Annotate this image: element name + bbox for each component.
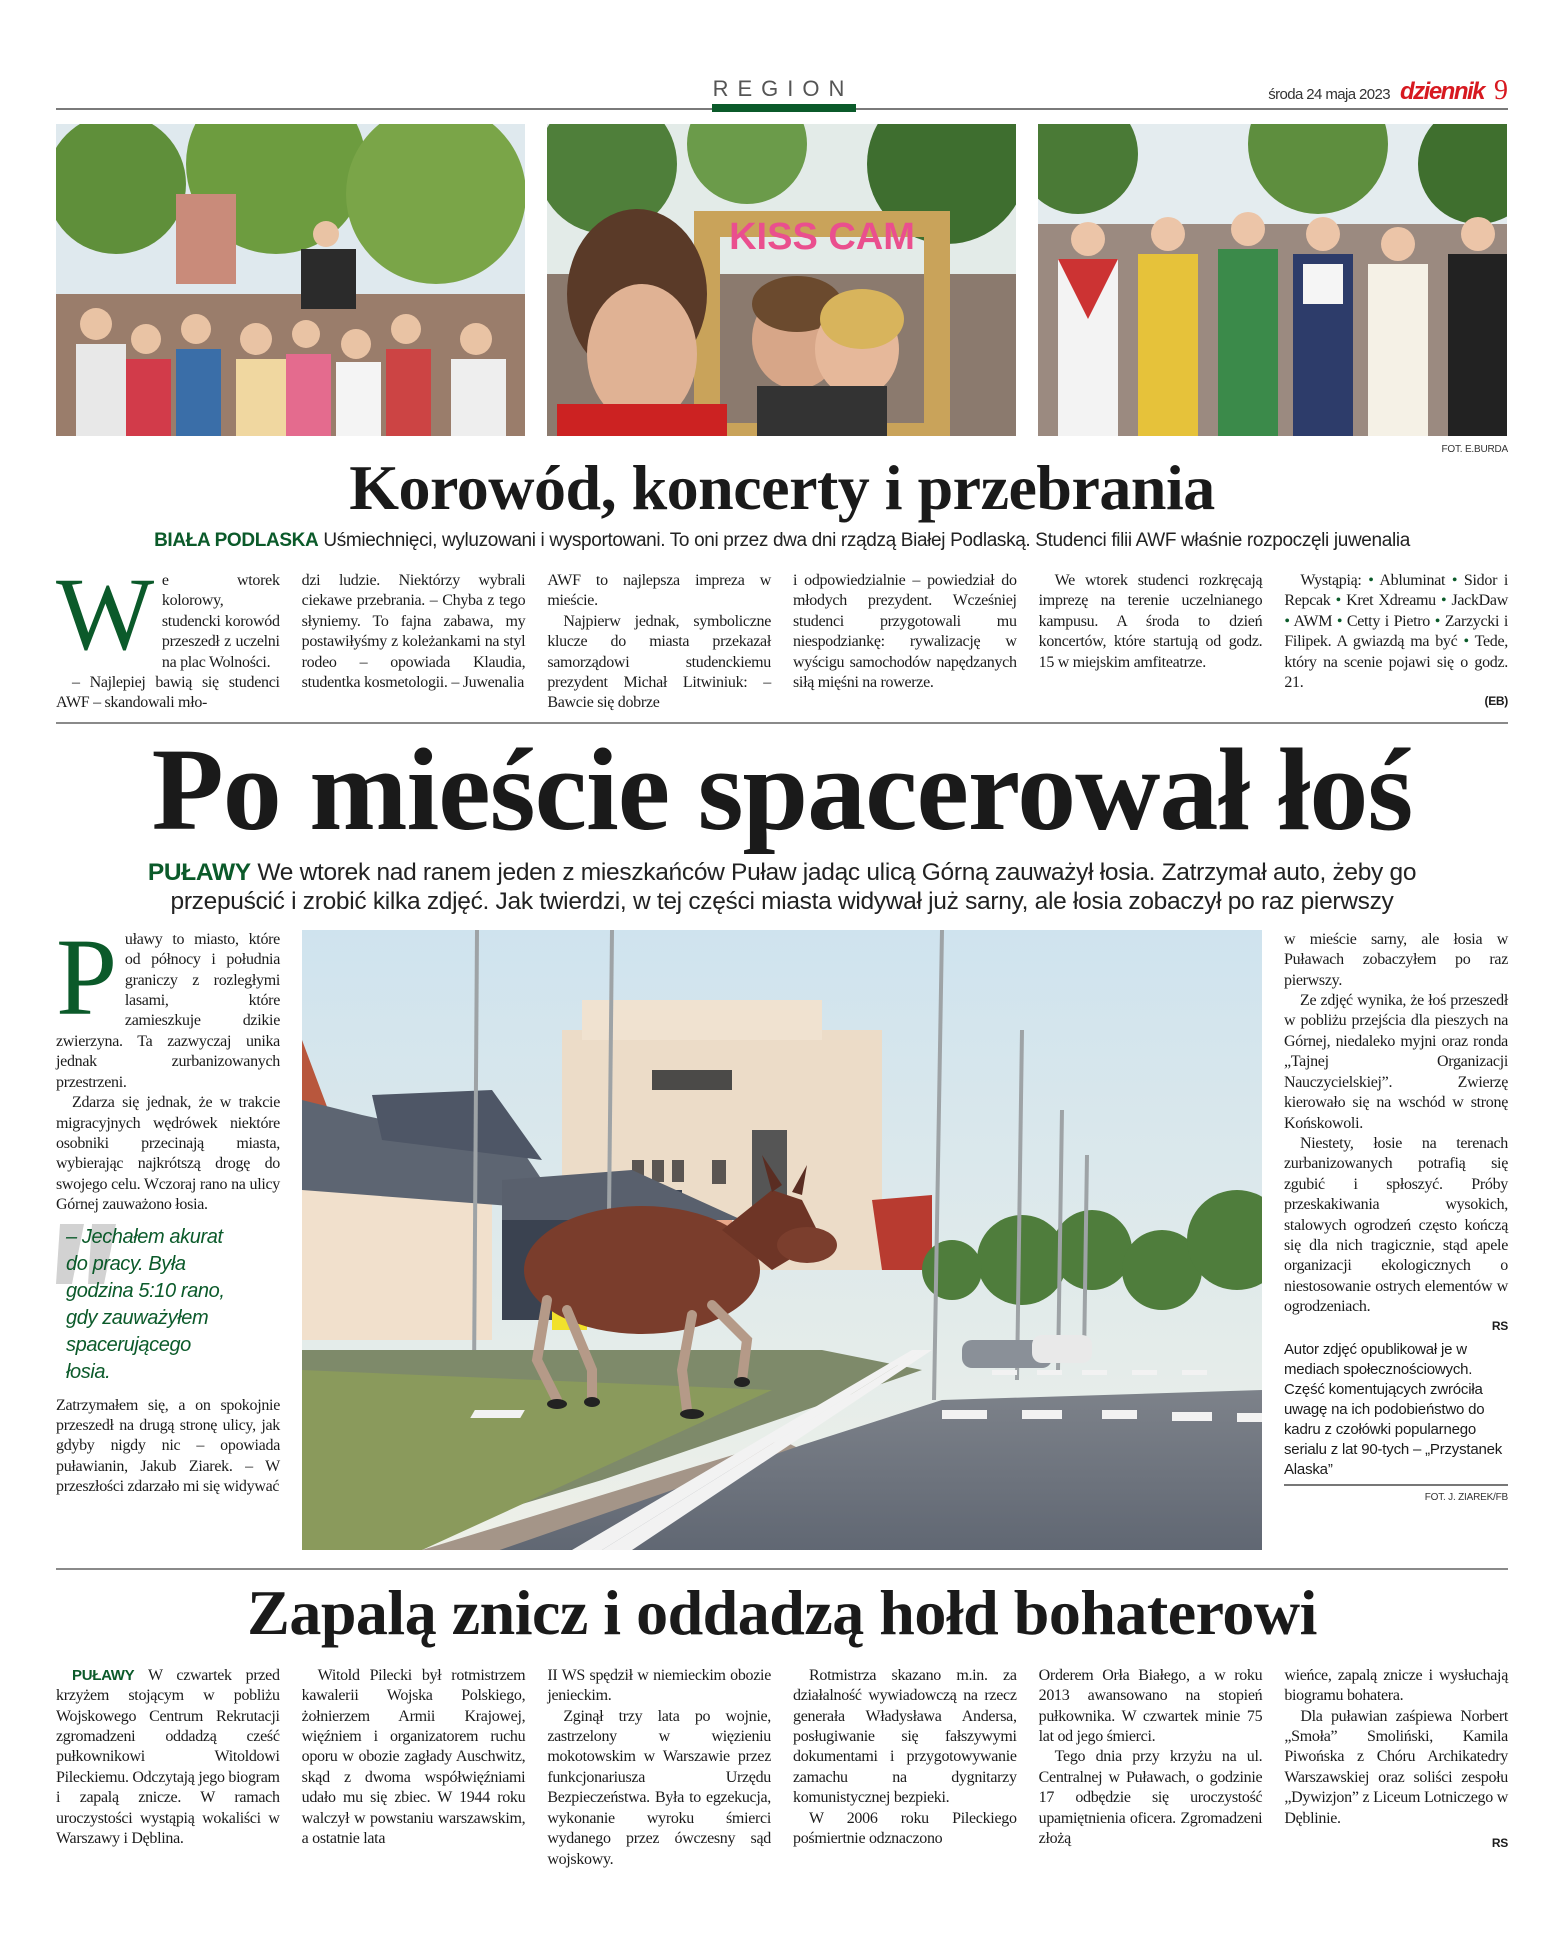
- drop-cap: W: [56, 557, 154, 672]
- paragraph: Witold Pilecki był rotmistrzem kawalerii Wojska Polskiego, żołnierzem Armii Krajowej, więźniem i organizatorem ruchu oporu w obozie zagłady Auschwitz, skąd z dwoma współwięźniami udało mu się zbiec. W 1944 roku walczył w powstaniu warszawskim, a ostatnie lata: [301, 1666, 526, 1848]
- paragraph: Orderem Orła Białego, a w roku 2013 awansowano na stopień pułkownika. W czwartek minie 75 lat od jego śmierci.: [1038, 1666, 1263, 1746]
- headline-moose: Po mieście spacerował łoś: [151, 723, 1413, 855]
- author-signature: RS: [1491, 1318, 1508, 1333]
- article-column: [793, 1666, 1017, 1870]
- pull-quote-text: – Jechałem akurat do pracy. Była godzina 5:10 rano, gdy zauważyłem spacerującego łosia.: [66, 1225, 225, 1383]
- paragraph: – Najlepiej bawią się studenci AWF – skandowali mło-: [56, 674, 280, 712]
- article-column: [1284, 571, 1508, 714]
- article-column: [56, 915, 280, 1550]
- lead-juwenalia: [56, 529, 1508, 553]
- headline-juwenalia: Korowód, koncerty i przebrania: [349, 452, 1215, 523]
- paragraph: i odpowiedzialnie – powiedział do młodych prezydent. Wcześniej studenci przygotowali mu niespodziankę: rywalizację w wyścigu samochodów napędzanych siłą mięśni na rowerze.: [793, 572, 1017, 692]
- kiss-cam-sign-lettering: KISS CAM: [729, 216, 915, 258]
- photo-caption: Autor zdjęć opublikował je w mediach społecznościowych. Część komentujących zwróciła uwagę na ich podobieństwo do kadru z czołówki popularnego serialu z lat 90-tych – „Przystanek Alaska”: [1284, 1340, 1503, 1478]
- performers-paragraph: Wystąpią: • Abluminat • Sidor i Repcak • Kret Xdreamu • JackDaw • AWM • Cetty i Pietro • Zarzycki i Filipek. A gwiazdą ma być • Tede, który na scenie pojawi się o godz. 21.: [1284, 572, 1508, 692]
- author-signature: (EB): [1484, 694, 1508, 709]
- paragraph: Zginął trzy lata po wojnie, zastrzelony w więzieniu mokotowskim w Warszawie przez funkcjonariusza Urzędu Bezpieczeństwa. Była to egzekucja, wykonanie wyroku śmierci wydanego przez ówczesny sąd wojskowy.: [547, 1707, 771, 1868]
- article-moose-body: [56, 915, 1508, 1550]
- paragraph: Rotmistrza skazano m.in. za działalność wywiadowczą na rzecz generała Władysława Andersa, posługiwanie się fałszywymi dokumentami i przygotowywanie zamachu na dygnitarzy komunistycznej bezpieki.: [793, 1666, 1017, 1807]
- article-column: [793, 571, 1017, 714]
- newspaper-page: [56, 0, 1508, 1900]
- photo-moose-crossing-road: [302, 930, 1262, 1550]
- paragraph: W 2006 roku Pileckiego pośmiertnie odznaczono: [793, 1809, 1017, 1848]
- bullet-icon: •: [1368, 572, 1374, 589]
- article-column: [302, 1666, 526, 1870]
- lead-text: Uśmiechnięci, wyluzowani i wysportowani. To oni przez dwa dni rządzą Białej Podlaską. Studenci filii AWF właśnie rozpoczęli juwenalia: [323, 530, 1410, 551]
- article-column: [547, 571, 771, 714]
- paragraph: W czwartek przed krzyżem stojącym w pobliżu Wojskowego Centrum Rekrutacji zgromadzeni oddadzą cześć pułkownikowi Witoldowi Pileckiemu. Odczytają jego biogram i zapalą znicze. W ramach uroczystości wystąpią wokaliści w Warszawy i Dęblina.: [56, 1666, 280, 1848]
- page-number: 9: [1494, 75, 1508, 106]
- drop-cap: P: [56, 915, 117, 1038]
- issue-date: środa 24 maja 2023: [1268, 86, 1390, 103]
- bullet-icon: •: [1434, 612, 1440, 630]
- article-column: [1284, 1666, 1508, 1870]
- paragraph: dzi ludzie. Niektórzy wybrali ciekawe przebrania. – Chyba z tego słyniemy. To fajna zabawa, my postawiłyśmy z koleżankami na styl rodeo – opowiada Klaudia, studentka kosmetologii. – Juwenalia: [301, 572, 526, 692]
- bullet-icon: •: [1451, 572, 1458, 589]
- article-column: [1284, 930, 1508, 1550]
- photo-credit: FOT. E.BURDA: [1441, 444, 1508, 455]
- caption-rule: [1284, 1484, 1508, 1486]
- bullet-icon: •: [1336, 612, 1343, 630]
- header-meta: [1262, 76, 1508, 106]
- bullet-icon: •: [1284, 612, 1290, 630]
- section-label: REGION: [712, 76, 854, 101]
- author-signature: RS: [1491, 1836, 1508, 1851]
- page-header: [56, 76, 1508, 112]
- paragraph: wieńce, zapalą znicze i wysłuchają biogramu bohatera.: [1284, 1666, 1508, 1705]
- divider: [56, 1568, 1508, 1570]
- paragraph: Ze zdjęć wynika, że łoś przeszedł w pobliżu przejścia dla pieszych na Górnej, niedaleko myjni oraz ronda „Tajnej Organizacji Nauczycielskiej”. Zwierzę kierowało się na wschód w stronę Końskowoli.: [1284, 992, 1508, 1132]
- photo-costumed-students: [1038, 124, 1507, 436]
- paragraph: Zdarza się jednak, że w trakcie migracyjnych wędrówek niektóre osobniki przecinają miasta, wybierając najkrótszą drogę do swojego celu. Wczoraj rano na ulicy Górnej zauważono łosia.: [56, 1094, 280, 1214]
- paragraph: Zatrzymałem się, a on spokojnie przeszedł na drugą stronę ulicy, jak gdyby nigdy nic – opowiada puławianin, Jakub Ziarek. – W przeszłości zdarzało mi się widywać: [56, 1396, 280, 1496]
- paragraph: II WS spędził w niemieckim obozie jenieckim.: [547, 1666, 771, 1705]
- lead-moose: [90, 858, 1474, 916]
- location-label: PUŁAWY: [147, 858, 251, 886]
- paragraph: Niestety, łosie na terenach zurbanizowanych potrafią się zgubić i spłoszyć. Próby przeskakiwania wysokich, stalowych ogrodzeń często kończą się dla nich tragicznie, stąd apele organizacji ekologicznych o niestosowanie ostrych elementów w ogrodzeniach.: [1284, 1134, 1508, 1316]
- article-column: [547, 1666, 771, 1870]
- article-column: [1039, 571, 1263, 714]
- article-pilecki-body: [56, 1666, 1508, 1870]
- paragraph: w mieście sarny, ale łosia w Puławach zobaczyłem po raz pierwszy.: [1284, 930, 1508, 989]
- bullet-icon: •: [1335, 592, 1341, 610]
- location-label: PUŁAWY: [72, 1666, 135, 1684]
- photo-strip: [56, 124, 1508, 436]
- article-juwenalia-body: [56, 557, 1508, 714]
- pull-quote: [56, 1224, 280, 1386]
- newspaper-logo: dziennik: [1399, 78, 1484, 105]
- article-column: [56, 1666, 280, 1870]
- paragraph: AWF to najlepsza impreza w mieście.: [547, 572, 771, 610]
- photo-credit: FOT. J. ZIAREK/FB: [1424, 1491, 1508, 1503]
- bullet-icon: •: [1463, 633, 1469, 651]
- article-column: [302, 571, 526, 714]
- lead-text: We wtorek nad ranem jeden z mieszkańców Puław jadąc ulicą Górną zauważył łosia. Zatrzymał auto, żeby go przepuścić i zrobić kilka zdjęć. Jak twierdzi, w tej części miasta widywał już sarny, ale łosia zobaczył po raz pierwszy: [170, 858, 1417, 915]
- location-label: BIAŁA PODLASKA: [154, 530, 319, 551]
- paragraph: e wtorek kolorowy, studencki korowód przeszedł z uczelni na plac Wolności.: [161, 572, 280, 671]
- paragraph: We wtorek studenci rozkręcają imprezę na terenie uczelnianego kampusu. A środa to dzień koncertów, które startują od godz. 15 w miejskim amfiteatrze.: [1038, 572, 1263, 671]
- article-column: [56, 557, 280, 714]
- section-accent-bar: [712, 104, 856, 112]
- bullet-icon: •: [1441, 592, 1447, 610]
- paragraph: uławy to miasto, które od północy i południa graniczy z rozległymi lasami, które zamieszkuje dzikie zwierzyna. Ta zazwyczaj unika jednak zurbanizowanych przestrzeni.: [56, 930, 280, 1091]
- photo-kiss-cam: [547, 124, 1016, 436]
- headline-pilecki: Zapalą znicz i oddadzą hołd bohaterowi: [247, 1576, 1317, 1648]
- article-column: [1039, 1666, 1263, 1870]
- paragraph: Najpierw jednak, symboliczne klucze do miasta przekazał samorządowi studenckiemu prezydent Michał Litwiniuk: – Bawcie się dobrze: [547, 612, 771, 712]
- paragraph: Dla puławian zaśpiewa Norbert „Smoła” Smoliński, Kamila Piwońska z Chóru Archikatedry Warszawskiej oraz soliści zespołu „Dywizjon” z Liceum Lotniczego w Dęblinie.: [1284, 1707, 1508, 1827]
- paragraph: Tego dnia przy krzyżu na ul. Centralnej w Puławach, o godzinie 17 odbędzie się uroczystość upamiętnienia oficera. Zgromadzeni złożą: [1038, 1748, 1263, 1848]
- photo-parade-crowd: [56, 124, 525, 436]
